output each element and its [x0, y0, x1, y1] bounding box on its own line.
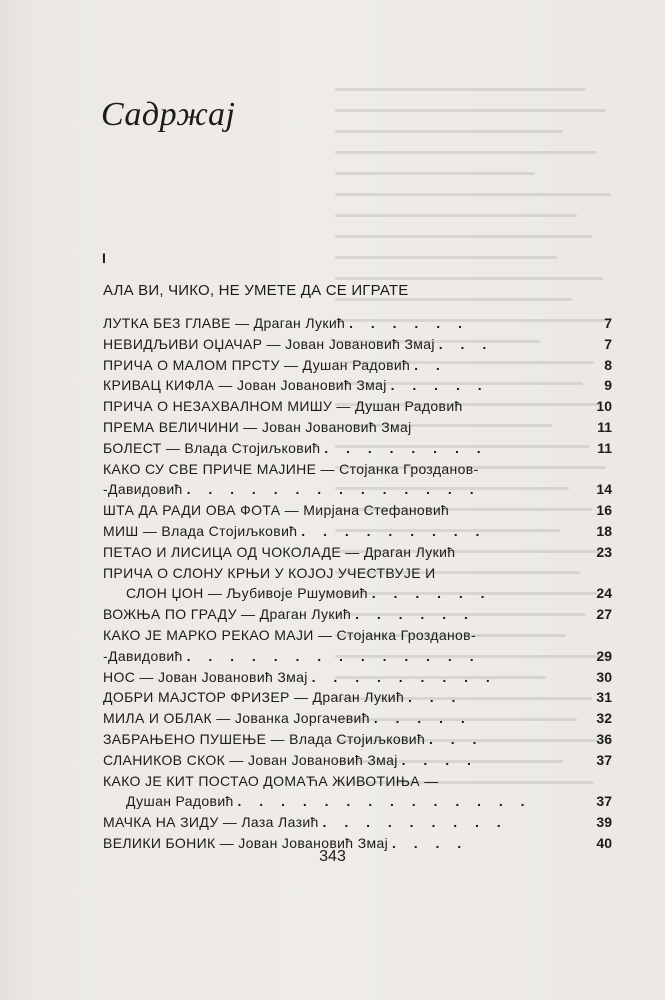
toc-entry-page-number: 11: [597, 418, 612, 435]
toc-entry-title: ДОБРИ МАЈСТОР ФРИЗЕР — Драган Лукић: [103, 689, 405, 706]
toc-entry-page-number: 14: [596, 481, 612, 498]
toc-entry-page-number: 11: [597, 439, 612, 456]
toc-entry: [103, 729, 612, 750]
toc-entry-page-number: 7: [604, 315, 612, 331]
toc-entry-title: ЗАБРАЊЕНО ПУШЕЊЕ — Влада Стојиљковић: [103, 730, 426, 747]
toc-entry: [103, 417, 612, 438]
toc-leader-dots: . . . . .: [390, 377, 489, 394]
toc-leader-dots: . . .: [438, 335, 494, 352]
toc-entry: [103, 438, 612, 459]
toc-entry: [103, 687, 612, 708]
toc-leader-dots: . . . . . . . . . . . . . .: [186, 647, 481, 664]
toc-entry: [103, 708, 612, 729]
toc-entry-page-number: 24: [596, 585, 612, 602]
toc-entry: [103, 771, 612, 792]
toc-leader-dots: . . . .: [401, 751, 478, 768]
toc-entry: [103, 583, 612, 604]
toc-entry-title: ПРИЧА О НЕЗАХВАЛНОМ МИШУ — Душан Радовић: [103, 398, 463, 415]
toc-entry-title: ВОЖЊА ПО ГРАДУ — Драган Лукић: [103, 606, 352, 623]
toc-entry-title: ШТА ДА РАДИ ОВА ФОТА — Мирјана Стефановић: [103, 502, 450, 519]
toc-entry-title: -Давидовић: [103, 481, 183, 498]
toc-leader-dots: . . . . . . . . .: [322, 814, 508, 831]
toc-entry-title: КАКО ЈЕ МАРКО РЕКАО МАЈИ — Стојанка Грозданов-: [103, 626, 476, 643]
toc-entry-title: ПРИЧА О СЛОНУ КРЊИ У КОЈОЈ УЧЕСТВУЈЕ И: [103, 564, 436, 581]
table-of-contents: [103, 313, 612, 854]
section-heading: АЛА ВИ, ЧИКО, НЕ УМЕТЕ ДА СЕ ИГРАТЕ: [103, 282, 409, 299]
toc-leader-dots: . . . . . . . . . . . . . .: [237, 793, 532, 810]
toc-entry-page-number: 30: [596, 668, 612, 685]
toc-entry-title: БОЛЕСТ — Влада Стојиљковић: [103, 439, 321, 456]
toc-entry-page-number: 31: [596, 689, 612, 706]
toc-entry-page-number: 39: [596, 814, 612, 831]
toc-entry-title: ЛУТКА БЕЗ ГЛАВЕ — Драган Лукић: [103, 315, 346, 331]
toc-entry-page-number: 9: [604, 377, 612, 394]
toc-entry: [103, 355, 612, 376]
toc-entry: [103, 750, 612, 771]
toc-entry: [103, 646, 612, 667]
toc-entry: [103, 521, 612, 542]
toc-leader-dots: . . . . . .: [371, 585, 492, 602]
toc-entry-title: Душан Радовић: [126, 793, 234, 810]
toc-entry-page-number: 40: [596, 834, 612, 851]
toc-entry-title: МИШ — Влада Стојиљковић: [103, 522, 298, 539]
toc-entry: [103, 542, 612, 563]
toc-entry-title: ВЕЛИКИ БОНИК — Јован Јовановић Змај: [103, 834, 389, 851]
toc-entry-title: МИЛА И ОБЛАК — Јованка Јоргачевић: [103, 710, 370, 727]
toc-entry: [103, 604, 612, 625]
toc-entry-page-number: 36: [596, 730, 612, 747]
toc-entry: [103, 396, 612, 417]
toc-leader-dots: . . . . . .: [349, 315, 469, 331]
page-title: Садржај: [101, 96, 236, 133]
toc-entry: [103, 667, 612, 688]
toc-leader-dots: . . . .: [391, 834, 469, 851]
toc-entry-title: СЛАНИКОВ СКОК — Јован Јовановић Змај: [103, 751, 398, 768]
toc-entry: [103, 459, 612, 480]
toc-entry: [103, 791, 612, 812]
toc-entry-page-number: 18: [596, 522, 612, 539]
toc-entry-title: НОС — Јован Јовановић Змај: [103, 668, 308, 685]
toc-entry-page-number: 10: [596, 398, 612, 415]
toc-entry-title: ПЕТАО И ЛИСИЦА ОД ЧОКОЛАДЕ — Драган Лукић: [103, 543, 456, 560]
toc-entry-title: КРИВАЦ КИФЛА — Јован Јовановић Змај: [103, 377, 387, 394]
toc-leader-dots: . . . . . .: [355, 606, 475, 623]
toc-leader-dots: . . . . . . . .: [324, 439, 488, 456]
toc-leader-dots: . . . . . . . . .: [311, 668, 497, 685]
toc-leader-dots: . . .: [429, 730, 484, 747]
toc-entry-page-number: 29: [596, 647, 612, 664]
toc-entry-page-number: 23: [596, 543, 612, 560]
toc-entry: [103, 479, 612, 500]
toc-leader-dots: . . . . . . . . . . . . . .: [186, 481, 481, 498]
toc-entry-title: КАКО ЈЕ КИТ ПОСТАО ДОМАЋА ЖИВОТИЊА —: [103, 772, 439, 789]
toc-leader-dots: . . . . .: [373, 710, 472, 727]
toc-entry-title: НЕВИДЉИВИ ОЏАЧАР — Јован Јовановић Змај: [103, 335, 435, 352]
toc-entry: [103, 500, 612, 521]
toc-entry-page-number: 16: [596, 502, 612, 519]
toc-entry-page-number: 37: [596, 793, 612, 810]
toc-entry-page-number: 37: [596, 751, 612, 768]
page-number: 343: [319, 848, 346, 865]
toc-entry-page-number: 32: [596, 710, 612, 727]
toc-entry-title: МАЧКА НА ЗИДУ — Лаза Лазић: [103, 814, 319, 831]
toc-leader-dots: . . . . . . . . .: [301, 522, 487, 539]
section-number: I: [102, 250, 106, 266]
toc-entry: [103, 563, 612, 584]
toc-entry: [103, 334, 612, 355]
toc-entry-page-number: 7: [604, 335, 612, 352]
toc-entry-title: -Давидовић: [103, 647, 183, 664]
toc-leader-dots: . .: [414, 356, 447, 373]
toc-entry-page-number: 8: [604, 356, 612, 373]
toc-entry-title: КАКО СУ СВЕ ПРИЧЕ МАЈИНЕ — Стојанка Грозданов-: [103, 460, 479, 477]
toc-entry: [103, 313, 612, 334]
toc-entry-page-number: 27: [596, 606, 612, 623]
toc-entry: [103, 625, 612, 646]
toc-leader-dots: . . .: [407, 689, 463, 706]
toc-entry: [103, 812, 612, 833]
toc-entry-title: ПРИЧА О МАЛОМ ПРСТУ — Душан Радовић: [103, 356, 411, 373]
toc-entry-title: СЛОН ЏОН — Љубивоје Ршумовић: [126, 585, 368, 602]
toc-entry: [103, 375, 612, 396]
toc-entry-title: ПРЕМА ВЕЛИЧИНИ — Јован Јовановић Змај: [103, 418, 412, 435]
